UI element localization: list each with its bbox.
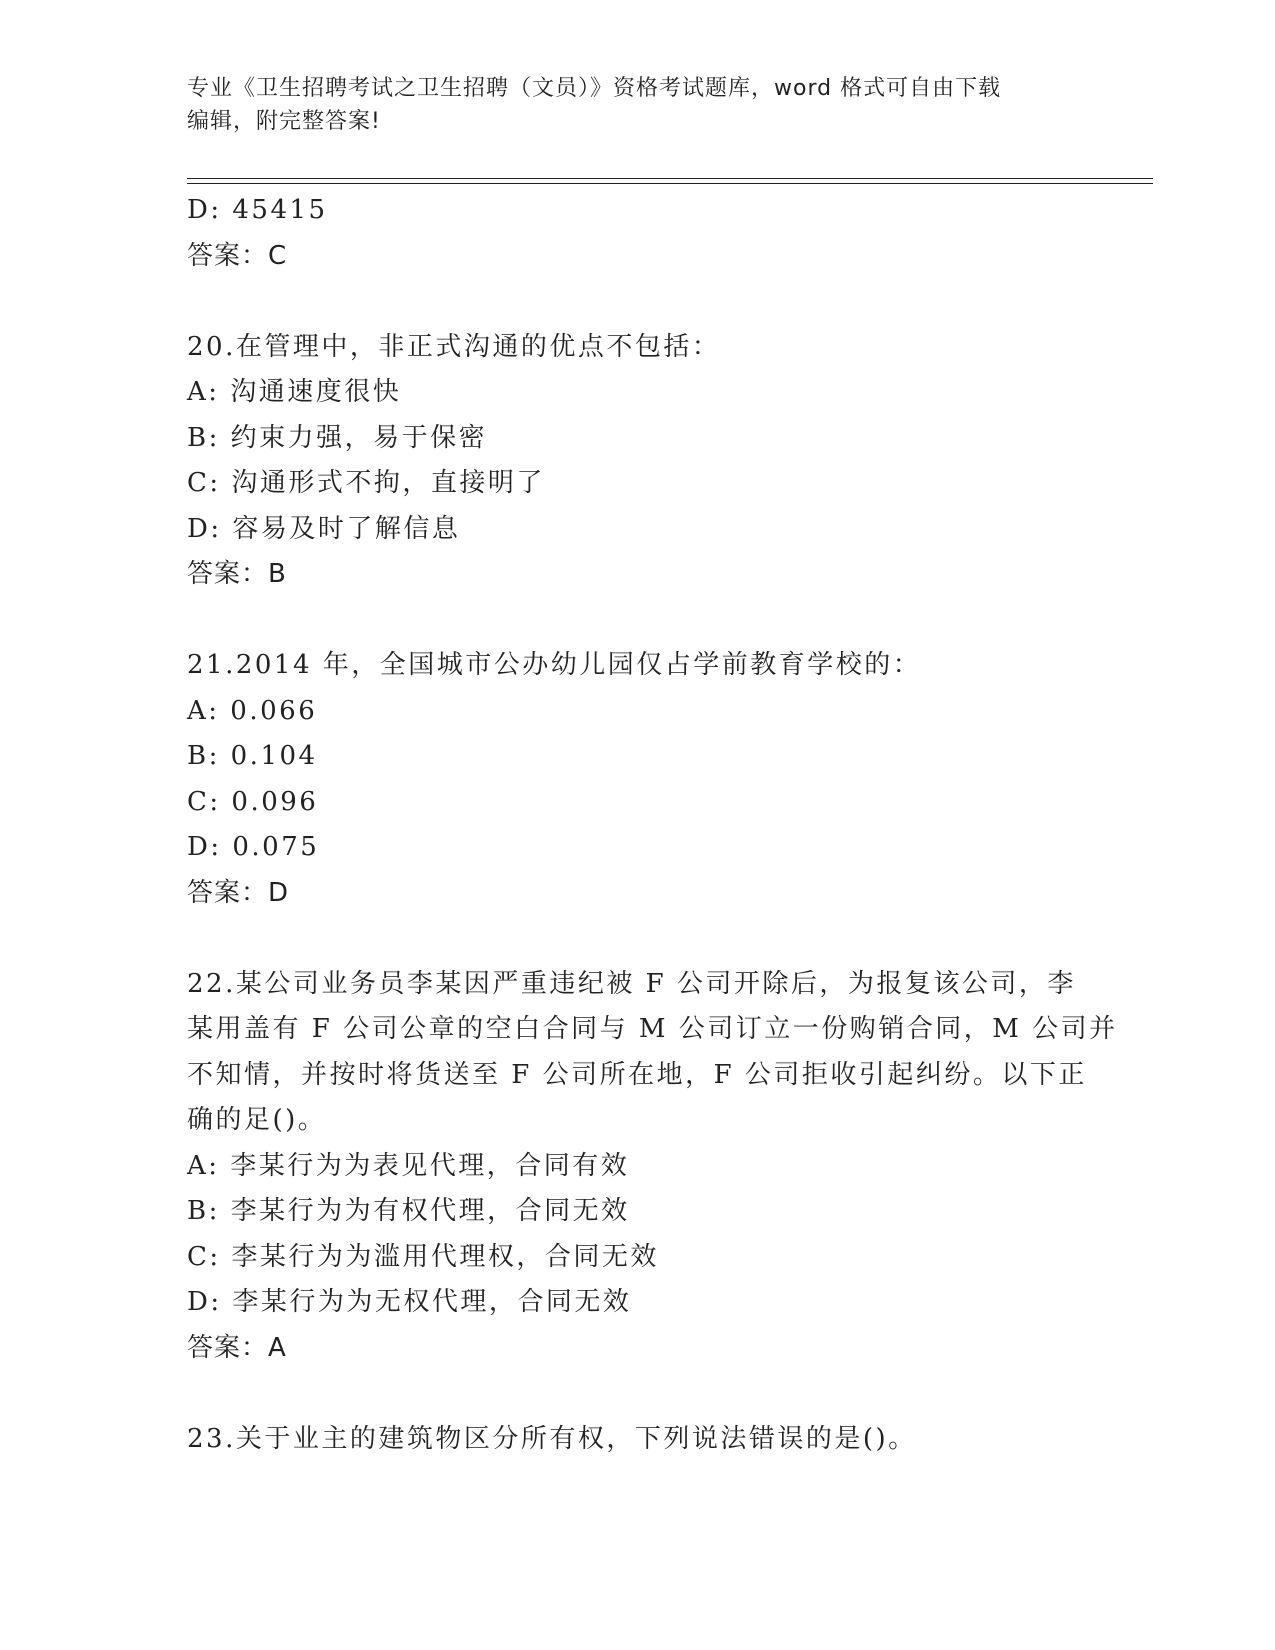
answer: 答案：A [187,1332,287,1363]
answer: 答案：C [187,240,288,271]
option-a: A: 李某行为为表见代理，合同有效 [187,1150,630,1181]
option-a: A: 沟通速度很快 [187,377,402,407]
header-divider-top [187,178,1153,179]
option-b: B: 约束力强，易于保密 [187,422,488,453]
question-stem-line-1: 22.某公司业务员李某因严重违纪被 F 公司开除后，为报复该公司，李 [187,968,1076,999]
header-line-1: 专业《卫生招聘考试之卫生招聘（文员）》资格考试题库，word 格式可自由下载 [187,76,1002,101]
option-b: B: 0.104 [187,741,318,771]
question-21 [187,643,1087,916]
option-d: D: 容易及时了解信息 [187,513,461,544]
option-a: A: 0.066 [187,695,318,726]
spacer [187,279,1087,325]
question-stem: 23.关于业主的建筑物区分所有权，下列说法错误的是()。 [187,1423,917,1454]
question-stem-line-3: 不知情，并按时将货送至 F 公司所在地，F 公司拒收引起纠纷。以下正 [187,1059,1087,1090]
question-stem-line-4: 确的足()。 [187,1105,327,1135]
question-22 [187,962,1118,1372]
option-d: D: 李某行为为无权代理，合同无效 [187,1287,632,1317]
answer: 答案：D [187,877,290,908]
option-b: B: 李某行为为有权代理，合同无效 [187,1196,630,1226]
question-list [187,188,1118,1462]
option-c: C: 0.096 [187,786,319,817]
document-header [187,72,1087,138]
header-line-2: 编辑，附完整答案! [187,109,381,134]
answer: 答案：B [187,559,287,589]
option-d: D: 0.075 [187,832,320,862]
question-stem-line-2: 某用盖有 F 公司公章的空白合同与 M 公司订立一份购销合同，M 公司并 [187,1014,1118,1044]
spacer [187,1371,1087,1417]
option-d: D: 45415 [187,195,328,225]
question-20 [187,325,1087,598]
spacer [187,598,1087,644]
question-stem: 20.在管理中，非正式沟通的优点不包括： [187,331,721,362]
option-c: C: 沟通形式不拘，直接明了 [187,468,545,498]
header-divider-bottom [187,183,1153,184]
spacer [187,916,1087,962]
question-19-tail [187,188,1087,279]
question-23 [187,1417,1087,1463]
option-c: C: 李某行为为滥用代理权，合同无效 [187,1241,659,1272]
question-stem: 21.2014 年，全国城市公办幼儿园仅占学前教育学校的： [187,650,922,680]
